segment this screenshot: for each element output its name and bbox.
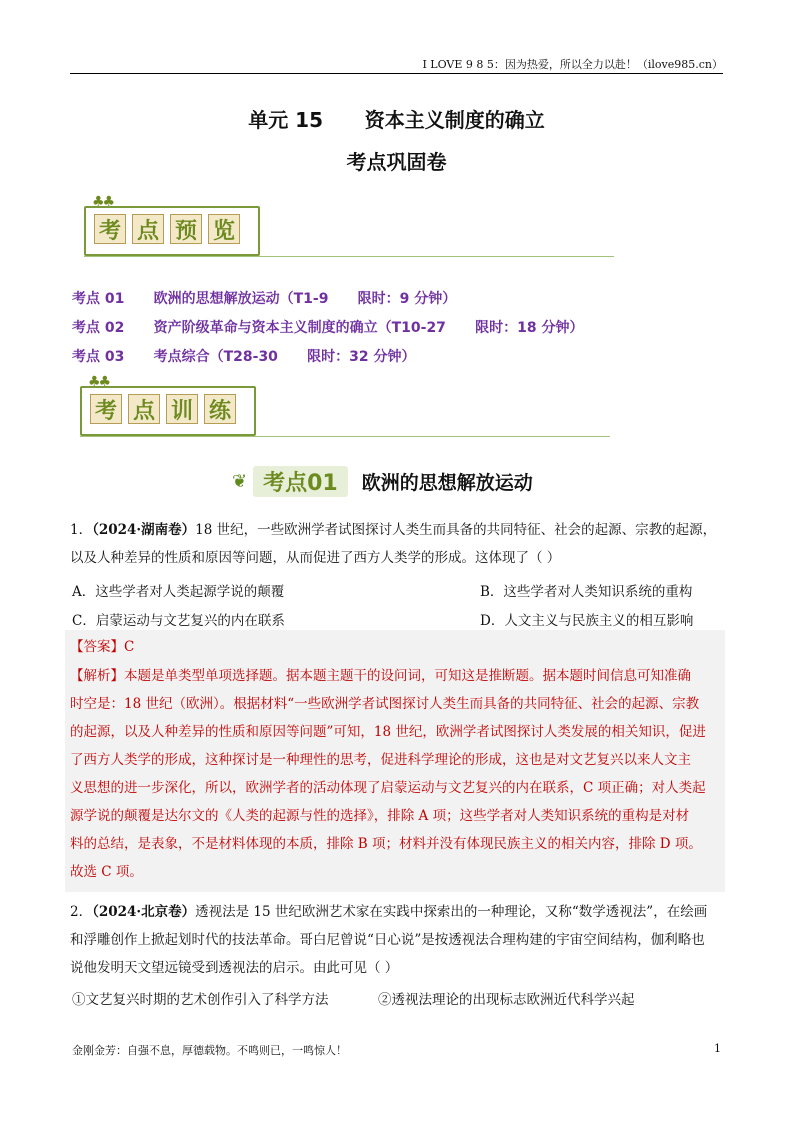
leaf-icon: ♣♣ <box>88 374 110 390</box>
answer-value: C <box>124 639 135 655</box>
section-tag: 考点01 <box>253 466 348 497</box>
banner-char: 点 <box>132 214 164 244</box>
page-header: I LOVE 9 8 5：因为热爱，所以全力以赴！（ilove985.cn） <box>422 58 723 71</box>
option-d: D．人文主义与民族主义的相互影响 <box>480 613 694 629</box>
banner-char: 预 <box>170 214 202 244</box>
banner-char: 训 <box>166 394 198 424</box>
page-number: 1 <box>714 1042 721 1055</box>
page-subtitle: 考点巩固卷 <box>346 150 447 174</box>
kaodian-item: 考点 03 考点综合（T28-30 限时：32 分钟） <box>72 349 416 365</box>
sprout-icon: ❦ <box>232 471 248 492</box>
banner-char: 点 <box>128 394 160 424</box>
banner-char: 考 <box>90 394 122 424</box>
question-source: （2024·湖南卷） <box>92 522 196 538</box>
section-heading <box>232 466 533 497</box>
option-c: C．启蒙运动与文艺复兴的内在联系 <box>72 613 285 629</box>
answer-label: 【答案】 <box>70 639 124 655</box>
answer-line <box>70 633 724 661</box>
kaodian-item: 考点 01 欧洲的思想解放运动（T1-9 限时：9 分钟） <box>72 291 457 307</box>
analysis: 【解析】本题是单类型单项选择题。据本题主题干的设问词，可知这是推断题。据本题时间信息可知准确 时空是：18 世纪（欧洲）。根据材料“一些欧洲学者试图探讨人类生而具备的共同特征、社会的起源、宗教 的起源，以及人种差异的性质和原因等问题”可知，18 世纪，欧洲学者试图探讨人类发展的相关知识，促进 了西方人类学的形成，这种探讨是一种理性的思考，促进科学理论的形成，这也是对文艺复兴以来人文主 义思想的进一步深化，所以，欧洲学者的活动体现了启蒙运动与文艺复兴的内在联系，C 项正确；对人类起 源学说的颠覆是达尔文的《人类的起源与性的选择》，排除 A 项；这些学者对人类知识系统的重构是对材 料的总结，是表象，不是材料体现的本质，排除 B 项；材料并没有体现民族主义的相关内容，排除 D 项。 故选 C 项。 <box>70 668 706 880</box>
question-source: （2024·北京卷） <box>92 904 196 920</box>
option-b: B．这些学者对人类知识系统的重构 <box>480 584 693 600</box>
section-title: 欧洲的思想解放运动 <box>361 472 533 494</box>
option-a: A．这些学者对人类起源学说的颠覆 <box>72 584 285 600</box>
banner-rule <box>80 436 610 437</box>
analysis-label: 【解析】 <box>70 668 124 684</box>
kaodian-item: 考点 02 资产阶级革命与资本主义制度的确立（T10-27 限时：18 分钟） <box>72 320 584 336</box>
question-2-stem: 2．（2024·北京卷）透视法是 15 世纪欧洲艺术家在实践中探索出的一种理论，又称“数学透视法”，在绘画 和浮雕创作上掀起划时代的技法革命。哥白尼曾说“日心说”是按透视法合理构建的宇宙空间结构，伽利略也 说他发明天文望远镜受到透视法的启示。由此可见（ ） <box>70 904 708 976</box>
page-title: 单元 15 资本主义制度的确立 <box>248 108 545 132</box>
statement-2: ②透视法理论的出现标志欧洲近代科学兴起 <box>378 992 635 1008</box>
footer-motto: 金刚金芳：自强不息，厚德载物。不鸣则已，一鸣惊人！ <box>72 1044 347 1057</box>
question-1-stem: 1．（2024·湖南卷）18 世纪，一些欧洲学者试图探讨人类生而具备的共同特征、社会的起源、宗教的起源， 以及人种差异的性质和原因等问题，从而促进了西方人类学的形成。这体现了（ ） <box>70 522 717 566</box>
header-divider <box>70 73 723 74</box>
banner-char: 练 <box>204 394 236 424</box>
statement-1: ①文艺复兴时期的艺术创作引入了科学方法 <box>72 992 329 1008</box>
banner-char: 览 <box>208 214 240 244</box>
question-number: 2． <box>70 904 93 920</box>
banner-rule <box>84 256 614 257</box>
banner-char: 考 <box>94 214 126 244</box>
leaf-icon: ♣♣ <box>92 194 114 210</box>
question-number: 1． <box>70 522 93 538</box>
